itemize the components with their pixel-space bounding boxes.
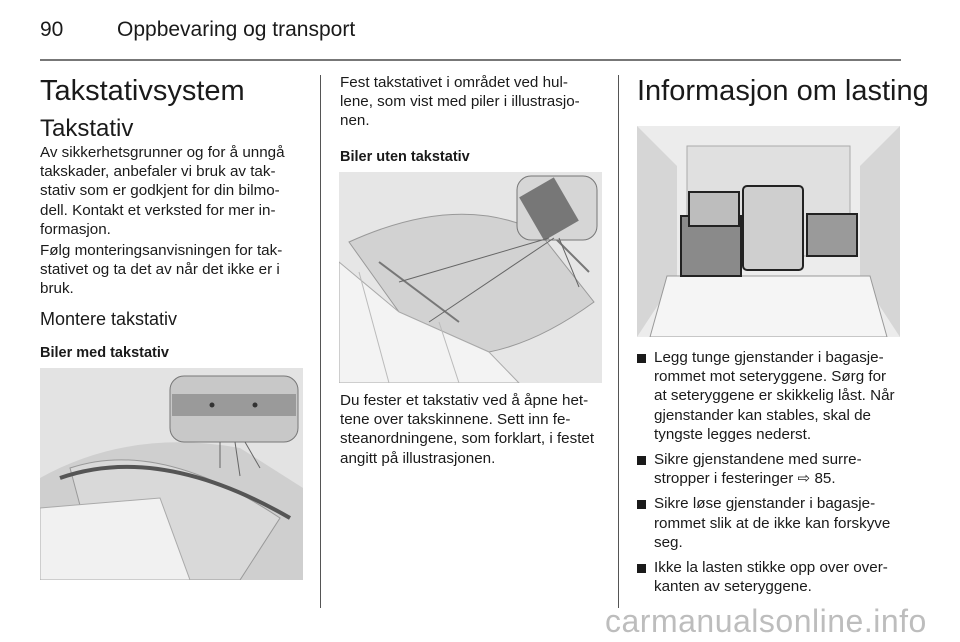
subheading: Biler uten takstativ	[340, 149, 470, 165]
roof-rail-illustration	[339, 172, 602, 383]
paragraph: Du fester et takstativ ved å åpne het- tene over takskinnene. Sett inn fe- steanordningene, som forklart, i festet angitt på illustrasjonen.	[340, 392, 595, 467]
page-number: 90	[40, 18, 64, 41]
running-title: Oppbevaring og transport	[117, 18, 356, 41]
bullet-icon	[637, 354, 646, 363]
list-item: Legg tunge gjenstander i bagasje- rommet mot seteryggene. Sørg for at seteryggene er skikkelig låst. Når gjenstander kan stables, skal de tyngste legges nederst.	[637, 348, 907, 444]
column-divider	[320, 75, 321, 608]
paragraph: Fest takstativet i området ved hul- lene, som vist med piler i illustrasjo- nen.	[340, 74, 580, 130]
header-rule	[40, 59, 901, 61]
heading: Montere takstativ	[40, 309, 178, 329]
subheading: Biler med takstativ	[40, 345, 169, 361]
paragraph: Følg monteringsanvisningen for tak- stativet og ta det av når det ikke er i bruk.	[40, 242, 283, 298]
subsection-title: Takstativ	[40, 115, 134, 142]
bullet-icon	[637, 500, 646, 509]
section-title: Informasjon om lasting	[637, 75, 929, 107]
section-title: Takstativsystem	[40, 75, 245, 107]
roof-rack-illustration	[40, 368, 303, 580]
column-divider	[618, 75, 619, 608]
list-item: Sikre gjenstandene med surre- stropper i festeringer ⇨ 85.	[637, 450, 907, 488]
loading-tips-list	[637, 348, 907, 602]
cargo-loading-illustration	[637, 126, 900, 337]
list-item: Ikke la lasten stikke opp over over- kanten av seteryggene.	[637, 558, 907, 596]
bullet-icon	[637, 456, 646, 465]
bullet-icon	[637, 564, 646, 573]
paragraph: Av sikkerhetsgrunner og for å unngå takskader, anbefaler vi bruk av tak- stativ som er godkjent for din bilmo- dell. Kontakt et verksted for mer in- formasjon.	[40, 144, 285, 238]
list-item: Sikre løse gjenstander i bagasje- rommet slik at de ikke kan forskyve seg.	[637, 494, 907, 552]
watermark: carmanualsonline.info	[605, 603, 927, 639]
